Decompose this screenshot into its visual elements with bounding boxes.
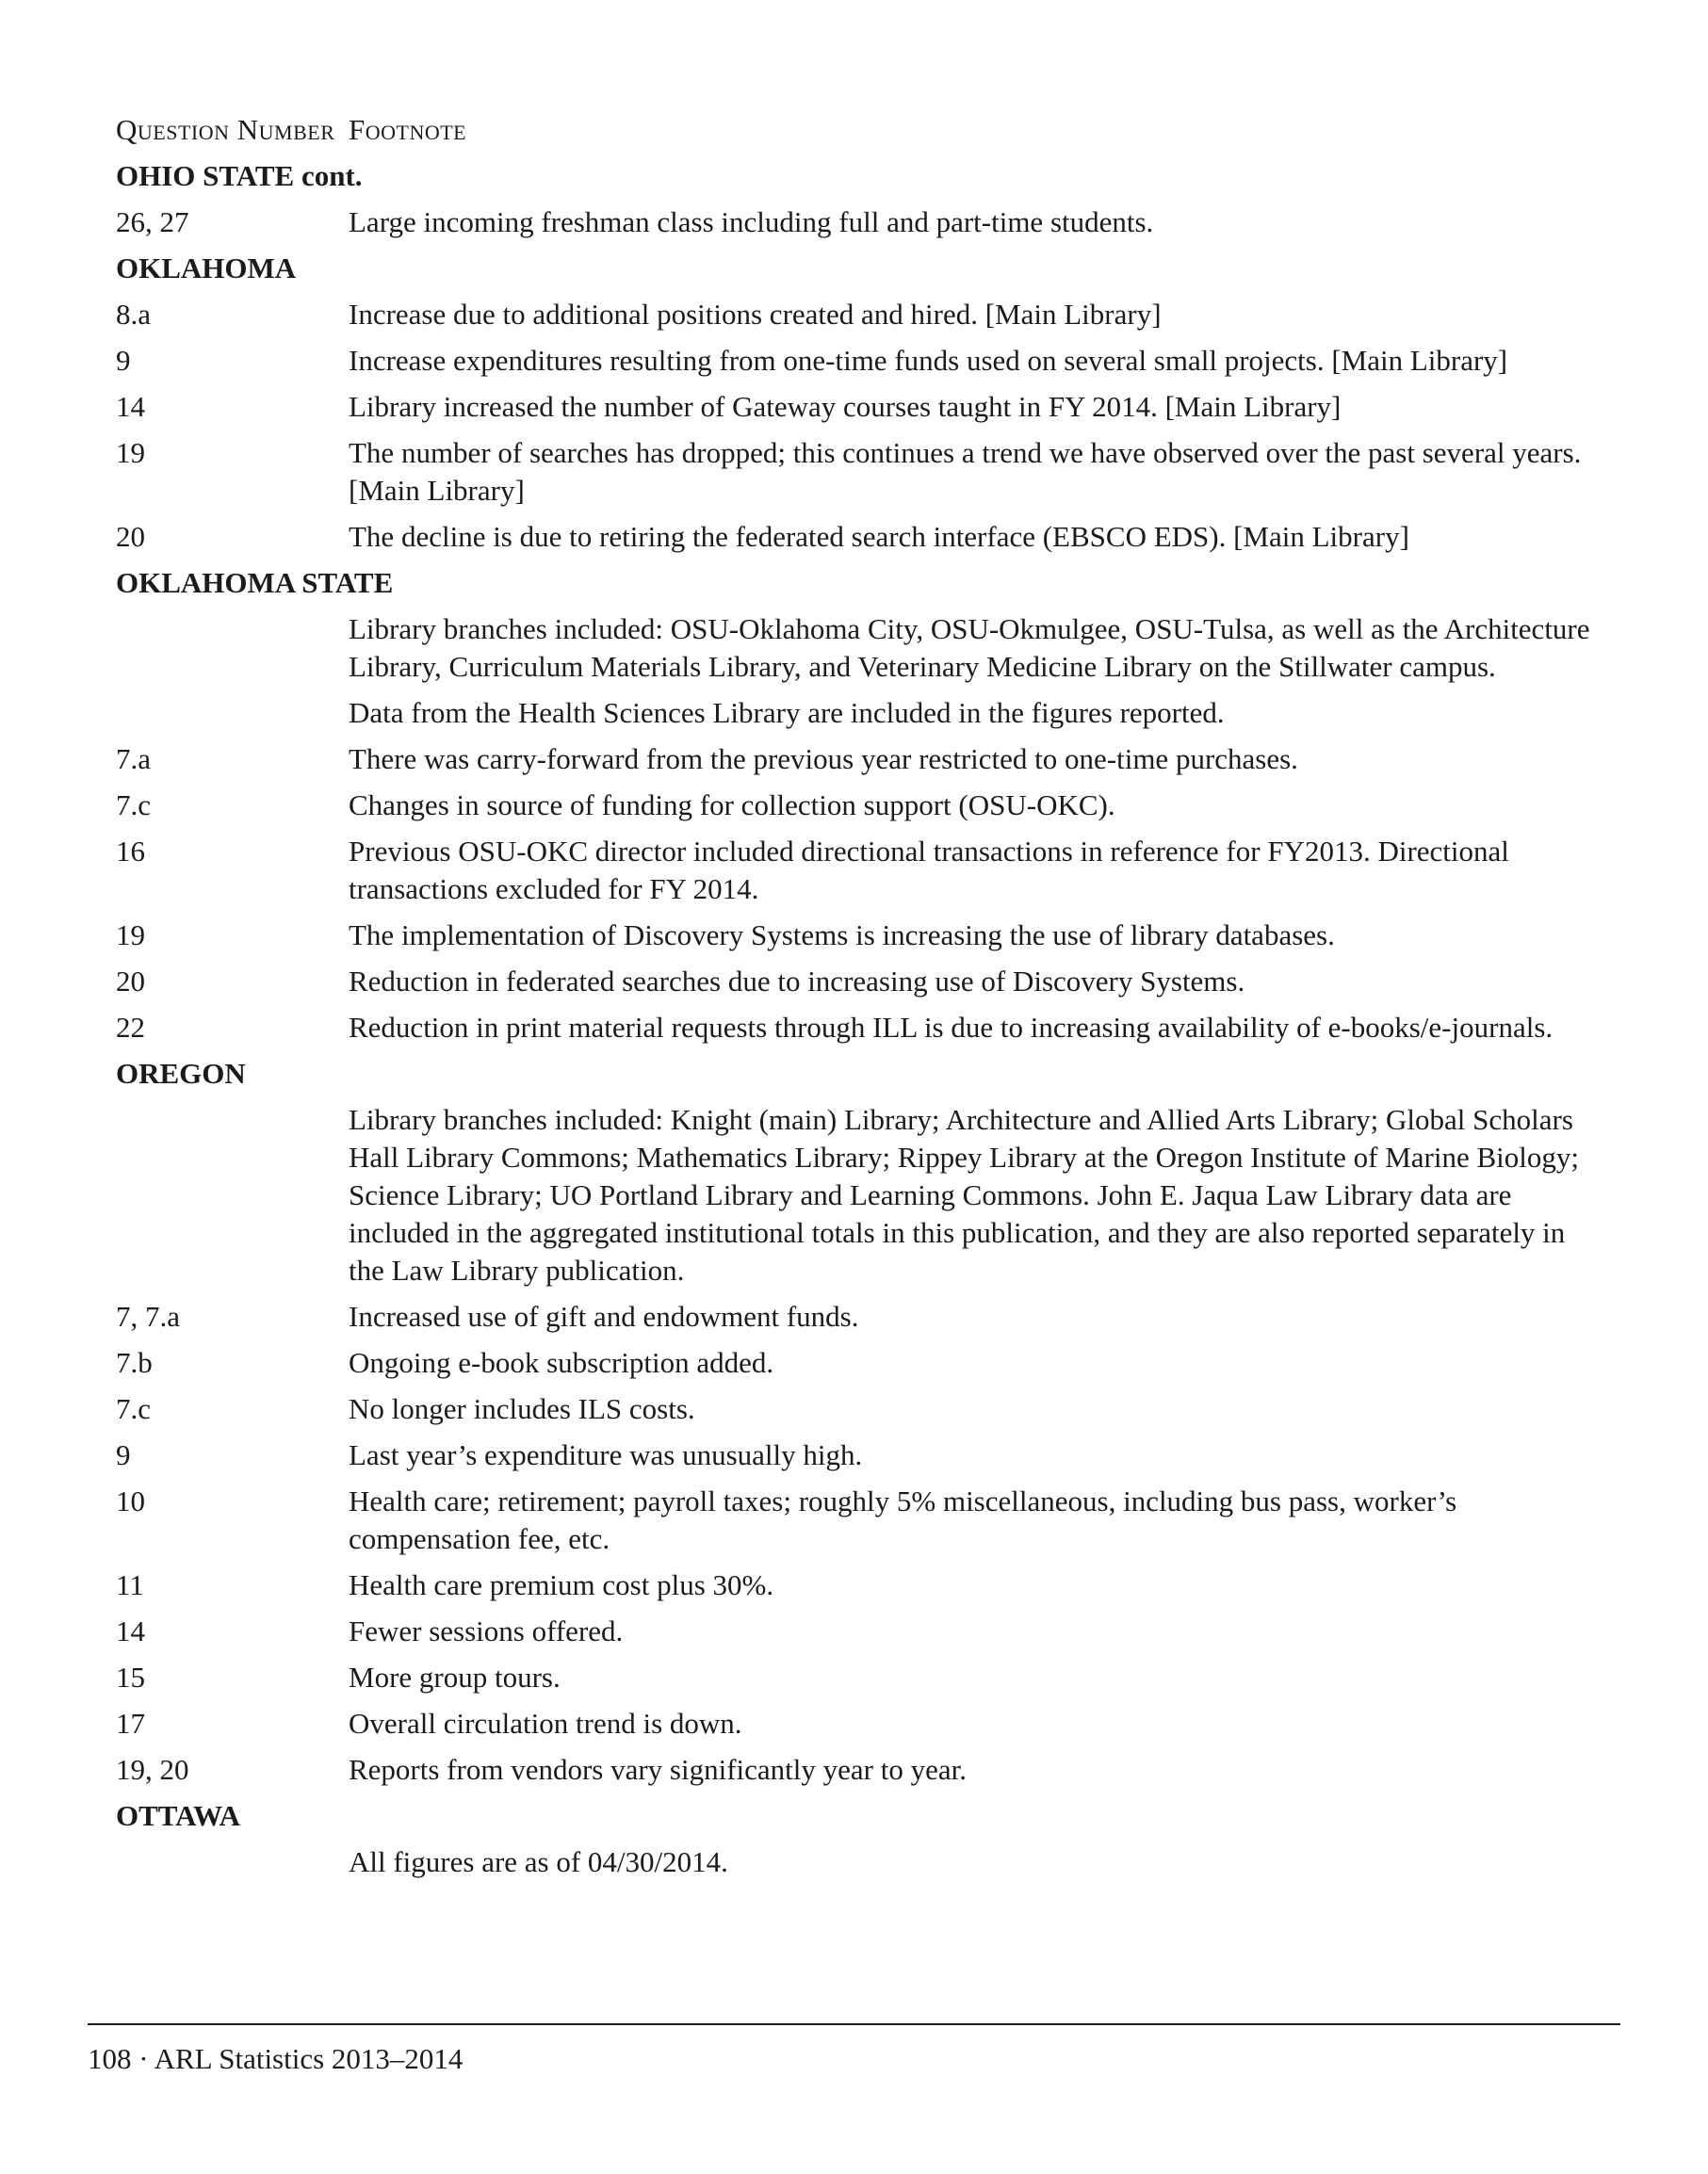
- footnote-text: Overall circulation trend is down.: [349, 1707, 742, 1740]
- footnote-text: Reduction in federated searches due to increasing use of Discovery Systems.: [349, 965, 1245, 998]
- footnote-text: The number of searches has dropped; this continues a trend we have observed over the past several years. [Main Library]: [349, 436, 1582, 507]
- footnote-row: [116, 917, 1604, 954]
- section-heading-row: [116, 157, 1604, 195]
- footnote-row: [116, 1344, 1604, 1382]
- footnote-text: Ongoing e-book subscription added.: [349, 1346, 774, 1379]
- column-header-question-number: Question Number: [116, 113, 335, 146]
- footnote-row: [116, 1390, 1604, 1428]
- question-number: 7.a: [116, 742, 152, 775]
- footnote-row: [116, 342, 1604, 380]
- footnote-text: Last year’s expenditure was unusually high.: [349, 1438, 863, 1471]
- question-number: 7.c: [116, 788, 152, 821]
- footnote-row: [116, 1843, 1604, 1881]
- footnote-text: Increase due to additional positions created and hired. [Main Library]: [349, 298, 1162, 331]
- question-number: 22: [116, 1011, 145, 1044]
- footnote-text: The implementation of Discovery Systems is increasing the use of library databases.: [349, 918, 1335, 951]
- footnote-text: All figures are as of 04/30/2014.: [349, 1845, 728, 1878]
- question-number: 11: [116, 1568, 144, 1601]
- footnote-row: [116, 434, 1604, 510]
- question-number: 15: [116, 1661, 145, 1694]
- footnote-text: Reduction in print material requests through ILL is due to increasing availability of e-books/e-journals.: [349, 1011, 1553, 1044]
- footnote-row: [116, 694, 1604, 732]
- footnote-row: [116, 787, 1604, 824]
- footnote-text: Fewer sessions offered.: [349, 1614, 624, 1647]
- section-heading-row: [116, 1797, 1604, 1835]
- table-header-row: [116, 111, 1604, 149]
- footnote-row: [116, 1566, 1604, 1604]
- section-title-oklahoma: OKLAHOMA: [116, 251, 297, 284]
- footnote-row: [116, 388, 1604, 426]
- footnote-text: Changes in source of funding for collection support (OSU-OKC).: [349, 788, 1115, 821]
- question-number: 20: [116, 520, 145, 553]
- question-number: 17: [116, 1707, 145, 1740]
- question-number: 8.a: [116, 298, 152, 331]
- footnote-text: Previous OSU-OKC director included directional transactions in reference for FY2013. Directional transactions excluded for FY 2014.: [349, 835, 1509, 905]
- question-number: 16: [116, 835, 145, 868]
- footnote-text: Library branches included: OSU-Oklahoma City, OSU-Okmulgee, OSU-Tulsa, as well as the Architecture Library, Curriculum Materials Library, and Veterinary Medicine Library on the Stillwater campus.: [349, 612, 1590, 683]
- footnote-text: No longer includes ILS costs.: [349, 1392, 695, 1425]
- footnote-row: [116, 833, 1604, 908]
- footnote-row: [116, 296, 1604, 333]
- section-heading-row: [116, 1055, 1604, 1093]
- footnote-row: [116, 740, 1604, 778]
- footnote-text: Library increased the number of Gateway courses taught in FY 2014. [Main Library]: [349, 390, 1342, 423]
- footnote-row: [116, 1613, 1604, 1650]
- footnote-row: [116, 1298, 1604, 1336]
- question-number: 19, 20: [116, 1753, 189, 1786]
- footnote-text: There was carry-forward from the previous year restricted to one-time purchases.: [349, 742, 1298, 775]
- footnote-row: [116, 963, 1604, 1000]
- footnote-row: [116, 1009, 1604, 1046]
- footnote-row: [116, 1436, 1604, 1474]
- footnote-text: Increased use of gift and endowment funds.: [349, 1300, 859, 1333]
- question-number: 9: [116, 1438, 131, 1471]
- section-title-oklahoma-state: OKLAHOMA STATE: [116, 566, 394, 599]
- question-number: 26, 27: [116, 205, 189, 238]
- footnote-row: [116, 1705, 1604, 1743]
- footnote-text: Increase expenditures resulting from one-time funds used on several small projects. [Main Library]: [349, 344, 1508, 377]
- page-number-and-publication: 108 · ARL Statistics 2013–2014: [88, 2042, 464, 2075]
- footnote-text: More group tours.: [349, 1661, 561, 1694]
- question-number: 9: [116, 344, 131, 377]
- column-header-footnote: Footnote: [349, 113, 467, 146]
- question-number: 20: [116, 965, 145, 998]
- footnote-row: [116, 1659, 1604, 1696]
- question-number: 10: [116, 1484, 145, 1517]
- section-title-ottawa: OTTAWA: [116, 1799, 241, 1832]
- question-number: 14: [116, 390, 145, 423]
- section-heading-row: [116, 564, 1604, 602]
- section-title-ohio-state: OHIO STATE cont.: [116, 159, 363, 192]
- footnote-row: [116, 203, 1604, 241]
- question-number: 19: [116, 436, 145, 469]
- footnote-row: [116, 1751, 1604, 1789]
- footnote-text: Data from the Health Sciences Library are included in the figures reported.: [349, 696, 1225, 729]
- footnote-row: [116, 518, 1604, 556]
- section-title-oregon: OREGON: [116, 1057, 246, 1090]
- footnotes-table: [116, 111, 1604, 1890]
- footnote-row: [116, 1101, 1604, 1290]
- question-number: 7.b: [116, 1346, 153, 1379]
- footnote-row: [116, 610, 1604, 686]
- footnote-text: The decline is due to retiring the federated search interface (EBSCO EDS). [Main Library]: [349, 520, 1409, 553]
- footnote-text: Health care premium cost plus 30%.: [349, 1568, 774, 1601]
- footnote-text: Health care; retirement; payroll taxes; roughly 5% miscellaneous, including bus pass, worker’s compensation fee, etc.: [349, 1484, 1457, 1555]
- section-heading-row: [116, 250, 1604, 287]
- footnote-text: Reports from vendors vary significantly year to year.: [349, 1753, 967, 1786]
- footnote-row: [116, 1483, 1604, 1558]
- question-number: 7.c: [116, 1392, 152, 1425]
- question-number: 7, 7.a: [116, 1300, 181, 1333]
- footnote-text: Large incoming freshman class including full and part-time students.: [349, 205, 1154, 238]
- footer-divider: [88, 2023, 1620, 2025]
- question-number: 19: [116, 918, 145, 951]
- page-footer: [88, 2023, 1620, 2078]
- question-number: 14: [116, 1614, 145, 1647]
- footnote-text: Library branches included: Knight (main) Library; Architecture and Allied Arts Library; Global Scholars Hall Library Commons; Mathematics Library; Rippey Library at the Oregon Institute of Marine Biology; Science Library; UO Portland Library and Learning Commons. John E. Jaqua Law Library data are included in the aggregated institutional totals in this publication, and they are also reported separately in the Law Library publication.: [349, 1103, 1580, 1287]
